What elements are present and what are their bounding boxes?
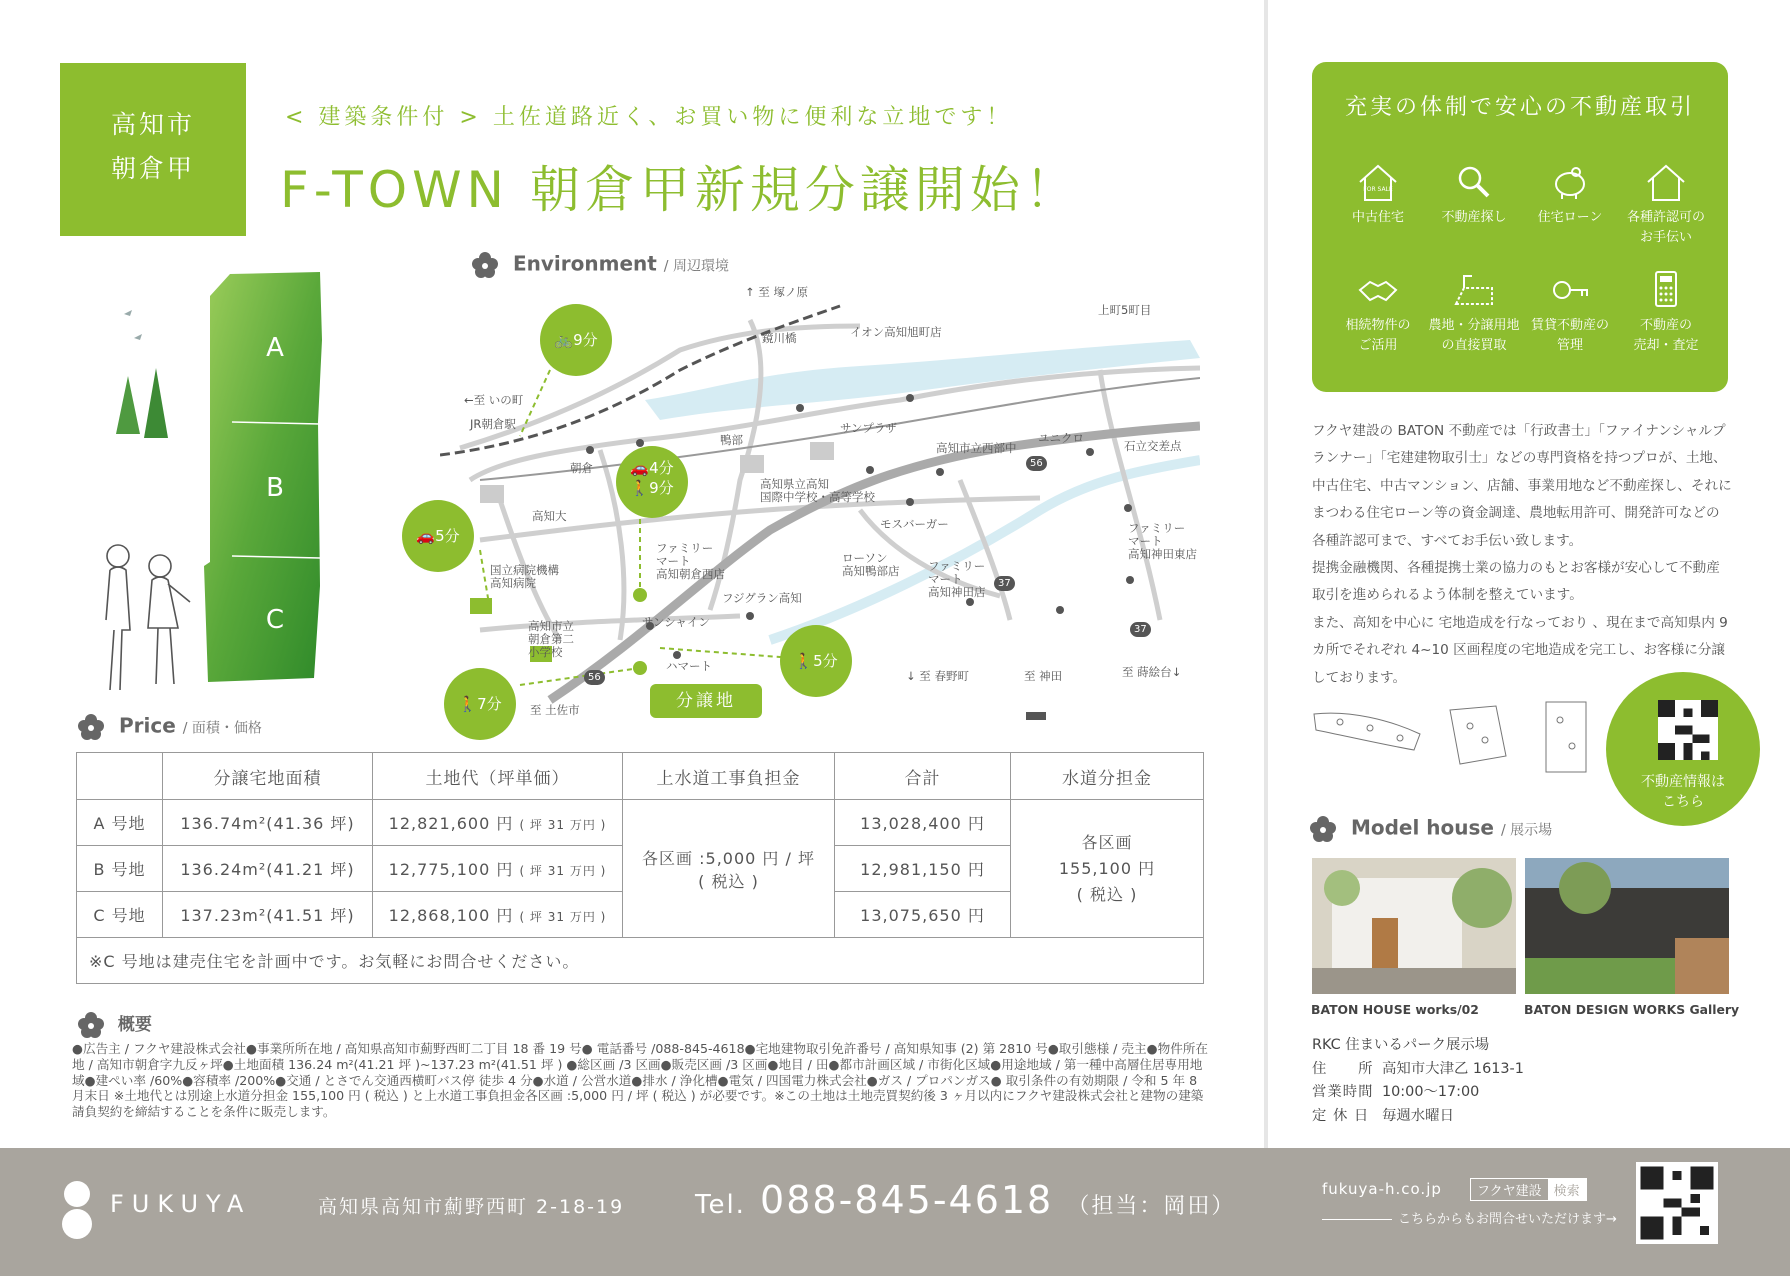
environment-subtitle: / 周辺環境 <box>663 258 729 275</box>
service-item: 賃貸不動産の 管理 <box>1522 268 1618 356</box>
route-56-shield: 56 <box>584 670 605 685</box>
map-label: ユニクロ <box>1038 431 1084 445</box>
map-label: 至 蒔絵台↓ <box>1122 665 1182 679</box>
environment-title <box>470 250 729 280</box>
area-cell: 137.23m²(41.51 坪) <box>163 892 373 938</box>
table-header-row <box>77 753 1204 800</box>
flower-icon <box>76 712 106 742</box>
house-outline-icon <box>1644 160 1688 204</box>
showroom-info: RKC 住まいるパーク展示場 住 所 高知市大津乙 1613-1 営業時間 10:00～17:00 定 休 日 毎週水曜日 <box>1312 1034 1524 1128</box>
piggy-bank-icon <box>1548 160 1592 204</box>
walk-icon: 🚶 <box>794 652 814 670</box>
handshake-icon <box>1356 268 1400 312</box>
table-header: 水道分担金 <box>1011 753 1204 800</box>
map-label: JR朝倉駅 <box>470 417 516 431</box>
map-label: ファミリー マート 高知神田店 <box>928 559 986 599</box>
map-label: ローソン 高知鴨部店 <box>842 551 900 578</box>
car-icon: 🚗 <box>416 527 436 545</box>
qr-code-icon <box>1658 700 1718 760</box>
model-house-photo-1 <box>1312 858 1516 994</box>
map-label: 至 土佐市 <box>530 703 580 717</box>
table-header: 分譲宅地面積 <box>163 753 373 800</box>
service-item: 各種許認可の お手伝い <box>1618 160 1714 248</box>
map-label: サンシャイン <box>642 615 710 629</box>
flower-icon <box>1308 814 1338 844</box>
map-label: モスバーガー <box>880 517 949 531</box>
map-label: 朝倉 <box>570 461 593 475</box>
showroom-holiday: 毎週水曜日 <box>1382 1107 1454 1124</box>
price-subtitle: / 面積・価格 <box>182 720 262 737</box>
model-house-subtitle: / 展示場 <box>1500 822 1553 839</box>
map-label: ↑ 至 塚ノ原 <box>745 285 808 299</box>
footer-qr-code-icon[interactable] <box>1636 1162 1718 1244</box>
intro-paragraph: また、高知を中心に 宅地造成を行なっており 、現在まで高知県内 9 カ所でそれぞれ 4~10 区画程度の宅地造成を完工し、お客様に分譲しております。 <box>1312 614 1728 686</box>
map-label: 鴨部 <box>720 433 743 447</box>
building-marker <box>740 455 764 473</box>
map-label: 至 神田 <box>1024 669 1063 683</box>
search-box[interactable] <box>1470 1178 1587 1201</box>
map-label: 鏡川橋 <box>762 331 797 345</box>
total-cell: 13,075,650 円 <box>835 892 1011 938</box>
bicycle-icon: 🚲 <box>554 331 574 349</box>
land-price-cell: 12,868,100 円 ( 坪 31 万円 ) <box>373 892 623 938</box>
plot-cell: A 号地 <box>77 800 163 846</box>
inquiry-note: こちらからもお問合せいただけます→ <box>1322 1208 1617 1227</box>
area-map <box>416 280 1200 720</box>
plot-cell: C 号地 <box>77 892 163 938</box>
environment-title-text: Environment <box>512 251 657 276</box>
bike-time-badge: 🚲9分 <box>540 304 612 376</box>
service-item: 相続物件の ご活用 <box>1330 268 1426 356</box>
showroom-hours: 10:00～17:00 <box>1382 1084 1480 1101</box>
real-estate-qr-link[interactable]: 不動産情報は こちら <box>1606 672 1760 826</box>
area-city: 高知市 <box>110 110 195 139</box>
map-label: ハマート <box>666 659 712 673</box>
tree-icon <box>116 376 140 434</box>
flower-icon <box>76 1010 106 1040</box>
intro-paragraph: フクヤ建設の BATON 不動産では「行政書士」「ファイナンシャルプランナー」「宅建建物取引士」などの専門資格を持つプロが、土地、中古住宅、中古マンション、店舗、事業用地など不動産探し、それにまつわる住宅ローン等の資金調達、農地転用許可、開発許可などの各種許認可まで、すべてお手伝い致します。 <box>1312 423 1732 549</box>
plot-c-label: C <box>265 605 285 635</box>
search-word: フクヤ建設 <box>1477 1184 1542 1199</box>
map-label: サンプラザ <box>840 421 897 435</box>
service-item: 不動産探し <box>1426 160 1522 228</box>
model-house-title <box>1308 814 1552 844</box>
photo-caption: BATON DESIGN WORKS Gallery <box>1524 1002 1740 1017</box>
svg-text:FOR SALE: FOR SALE <box>1363 186 1393 193</box>
land-icon <box>1452 268 1496 312</box>
service-item: 不動産の 売却・査定 <box>1618 268 1714 356</box>
car-walk-time-badge: 🚗4分 🚶9分 <box>616 446 688 518</box>
model-house-title-text: Model house <box>1350 815 1494 840</box>
table-header: 上水道工事負担金 <box>623 753 835 800</box>
bird-icon <box>124 310 132 316</box>
map-label: 高知市立西部中 <box>936 441 1017 455</box>
table-note: ※C 号地は建売住宅を計画中です。お気軽にお問合せください。 <box>77 938 1204 984</box>
fukuya-logo-icon <box>62 1178 92 1242</box>
website-link[interactable]: fukuya-h.co.jp <box>1322 1180 1442 1198</box>
map-label: 石立交差点 <box>1124 439 1182 453</box>
service-item: 住宅ローン <box>1522 160 1618 228</box>
photo-caption: BATON HOUSE works/02 <box>1311 1002 1479 1017</box>
footer-phone[interactable]: Tel. 088-845-4618 （担当：岡田） <box>695 1178 1236 1222</box>
plot-a-label: A <box>266 333 284 363</box>
price-title-text: Price <box>118 713 176 738</box>
area-cell: 136.24m²(41.21 坪) <box>163 846 373 892</box>
development-sketches <box>1310 700 1590 780</box>
walk-south-time-badge: 🚶7分 <box>444 668 516 740</box>
overview-text: ●広告主 / フクヤ建設株式会社●事業所所在地 / 高知県高知市薊野西町二丁目 18 番 19 号● 電話番号 /088-845-4618●宅地建物取引免許番号 / 高知県知事 (2) 第 2810 号●取引態様 / 売主●物件所在地 / 高知市朝倉字九反ヶ坪●土地面積 136.24 m²(41.21 坪 )~137.23 m²(41.51 坪 ) ●総区画 /3 区画●販売区画 /3 区画●地目 / 田●都市計画区域 / 市街化区域●用途地域 / 第一種中高層住居専用地域●建ぺい率 /60%●容積率 /200%●交通 / とさでん交通西横町バス停 徒歩 4 分●水道 / 公営水道●排水 / 浄化槽●電気 / 四国電力株式会社●ガス / プロパンガス● 取引条件の有効期限 / 令和 5 年 8 月末日 ※土地代とは別途上水道分担金 155,100 円 ( 税込 ) と上水道工事負担金各区画 :5,000 円 / 坪 ( 税込 ) が必要です。※この土地は土地売買契約後 3 ヶ月以内にフクヤ建設株式会社と建物の建築請負契約を締結することを条件に販売します。 <box>72 1041 1208 1120</box>
map-label: ←至 いの町 <box>464 393 524 407</box>
total-cell: 13,028,400 円 <box>835 800 1011 846</box>
service-item: 農地・分譲用地 の直接買取 <box>1426 268 1522 356</box>
showroom-name: RKC 住まいるパーク展示場 <box>1312 1037 1490 1053</box>
map-label: 上町5町目 <box>1098 303 1152 317</box>
plot-b-label: B <box>266 473 284 503</box>
walk-icon: 🚶 <box>630 479 650 497</box>
footer <box>0 1148 1790 1276</box>
map-label: 国立病院機構 高知病院 <box>490 563 559 590</box>
walk-east-time-badge: 🚶5分 <box>780 625 852 697</box>
area-district: 朝倉甲 <box>110 154 195 183</box>
car-time-badge: 🚗5分 <box>402 500 474 572</box>
plot-cell: B 号地 <box>77 846 163 892</box>
table-row <box>77 800 1204 846</box>
calculator-icon <box>1644 268 1688 312</box>
table-header: 土地代（坪単価） <box>373 753 623 800</box>
key-icon <box>1548 268 1592 312</box>
plot-illustration <box>100 266 380 696</box>
tree-icon <box>144 368 168 438</box>
magnifier-icon <box>1452 160 1496 204</box>
price-table <box>76 752 1204 984</box>
car-icon: 🚗 <box>630 459 650 477</box>
search-button[interactable]: 検索 <box>1548 1179 1586 1200</box>
brand-name: FUKUYA <box>110 1190 252 1218</box>
plot-land-shape <box>204 272 322 682</box>
walk-icon: 🚶 <box>458 695 478 713</box>
route-56-shield: 56 <box>1026 456 1047 471</box>
water-works-cell: 各区画 :5,000 円 / 坪 ( 税込 ) <box>623 800 835 938</box>
table-header: 合計 <box>835 753 1011 800</box>
area-cell: 136.74m²(41.36 坪) <box>163 800 373 846</box>
intro-paragraph: 提携金融機関、各種提携士業の協力のもとお客様が安心して不動産取引を進められるよう体制を整えています。 <box>1312 560 1720 604</box>
services-title: 充実の体制で安心の不動産取引 <box>1344 95 1695 120</box>
headline: F-TOWN 朝倉甲新規分譲開始！ <box>280 161 1080 219</box>
price-title <box>76 712 262 742</box>
map-label: フジグラン高知 <box>722 591 802 605</box>
total-cell: 12,981,150 円 <box>835 846 1011 892</box>
route-37-shield: 37 <box>994 576 1015 591</box>
table-header <box>77 753 163 800</box>
building-marker <box>810 442 834 460</box>
bird-icon <box>134 334 142 340</box>
subheadline: < 建築条件付 > 土佐道路近く、お買い物に便利な立地です！ <box>285 105 1013 130</box>
footer-address: 高知県高知市薊野西町 2-18-19 <box>318 1196 625 1218</box>
house-sale-icon <box>1356 160 1400 204</box>
table-note-row <box>77 938 1204 984</box>
map-label: ↓ 至 春野町 <box>906 669 969 683</box>
route-37-shield: 37 <box>1130 622 1151 637</box>
couple-illustration <box>106 545 190 690</box>
map-label: ファミリー マート 高知神田東店 <box>1128 521 1197 561</box>
column-divider <box>1264 0 1268 1148</box>
map-label: 高知県立高知 国際中学校・高等学校 <box>760 477 875 504</box>
model-house-photo-2 <box>1525 858 1729 994</box>
flower-icon <box>470 250 500 280</box>
company-intro <box>1312 418 1732 692</box>
overview-title-text: 概要 <box>117 1015 152 1035</box>
showroom-address: 高知市大津乙 1613-1 <box>1382 1060 1524 1077</box>
building-marker <box>480 485 504 503</box>
map-label: ファミリー マート 高知朝倉西店 <box>656 541 725 581</box>
land-price-cell: 12,775,100 円 ( 坪 31 万円 ) <box>373 846 623 892</box>
river <box>645 340 1200 420</box>
services-panel <box>1312 62 1728 392</box>
land-price-cell: 12,821,600 円 ( 坪 31 万円 ) <box>373 800 623 846</box>
map-label: 高知大 <box>532 509 567 523</box>
water-share-cell: 各区画 155,100 円 ( 税込 ) <box>1011 800 1204 938</box>
map-label: 高知市立 朝倉第二 小学校 <box>528 619 574 659</box>
site-tag: 分譲地 <box>650 684 762 718</box>
map-label: イオン高知旭町店 <box>850 325 942 339</box>
service-item: FOR SALE 中古住宅 <box>1330 160 1426 228</box>
area-badge <box>60 63 246 236</box>
overview-title <box>76 1010 152 1040</box>
